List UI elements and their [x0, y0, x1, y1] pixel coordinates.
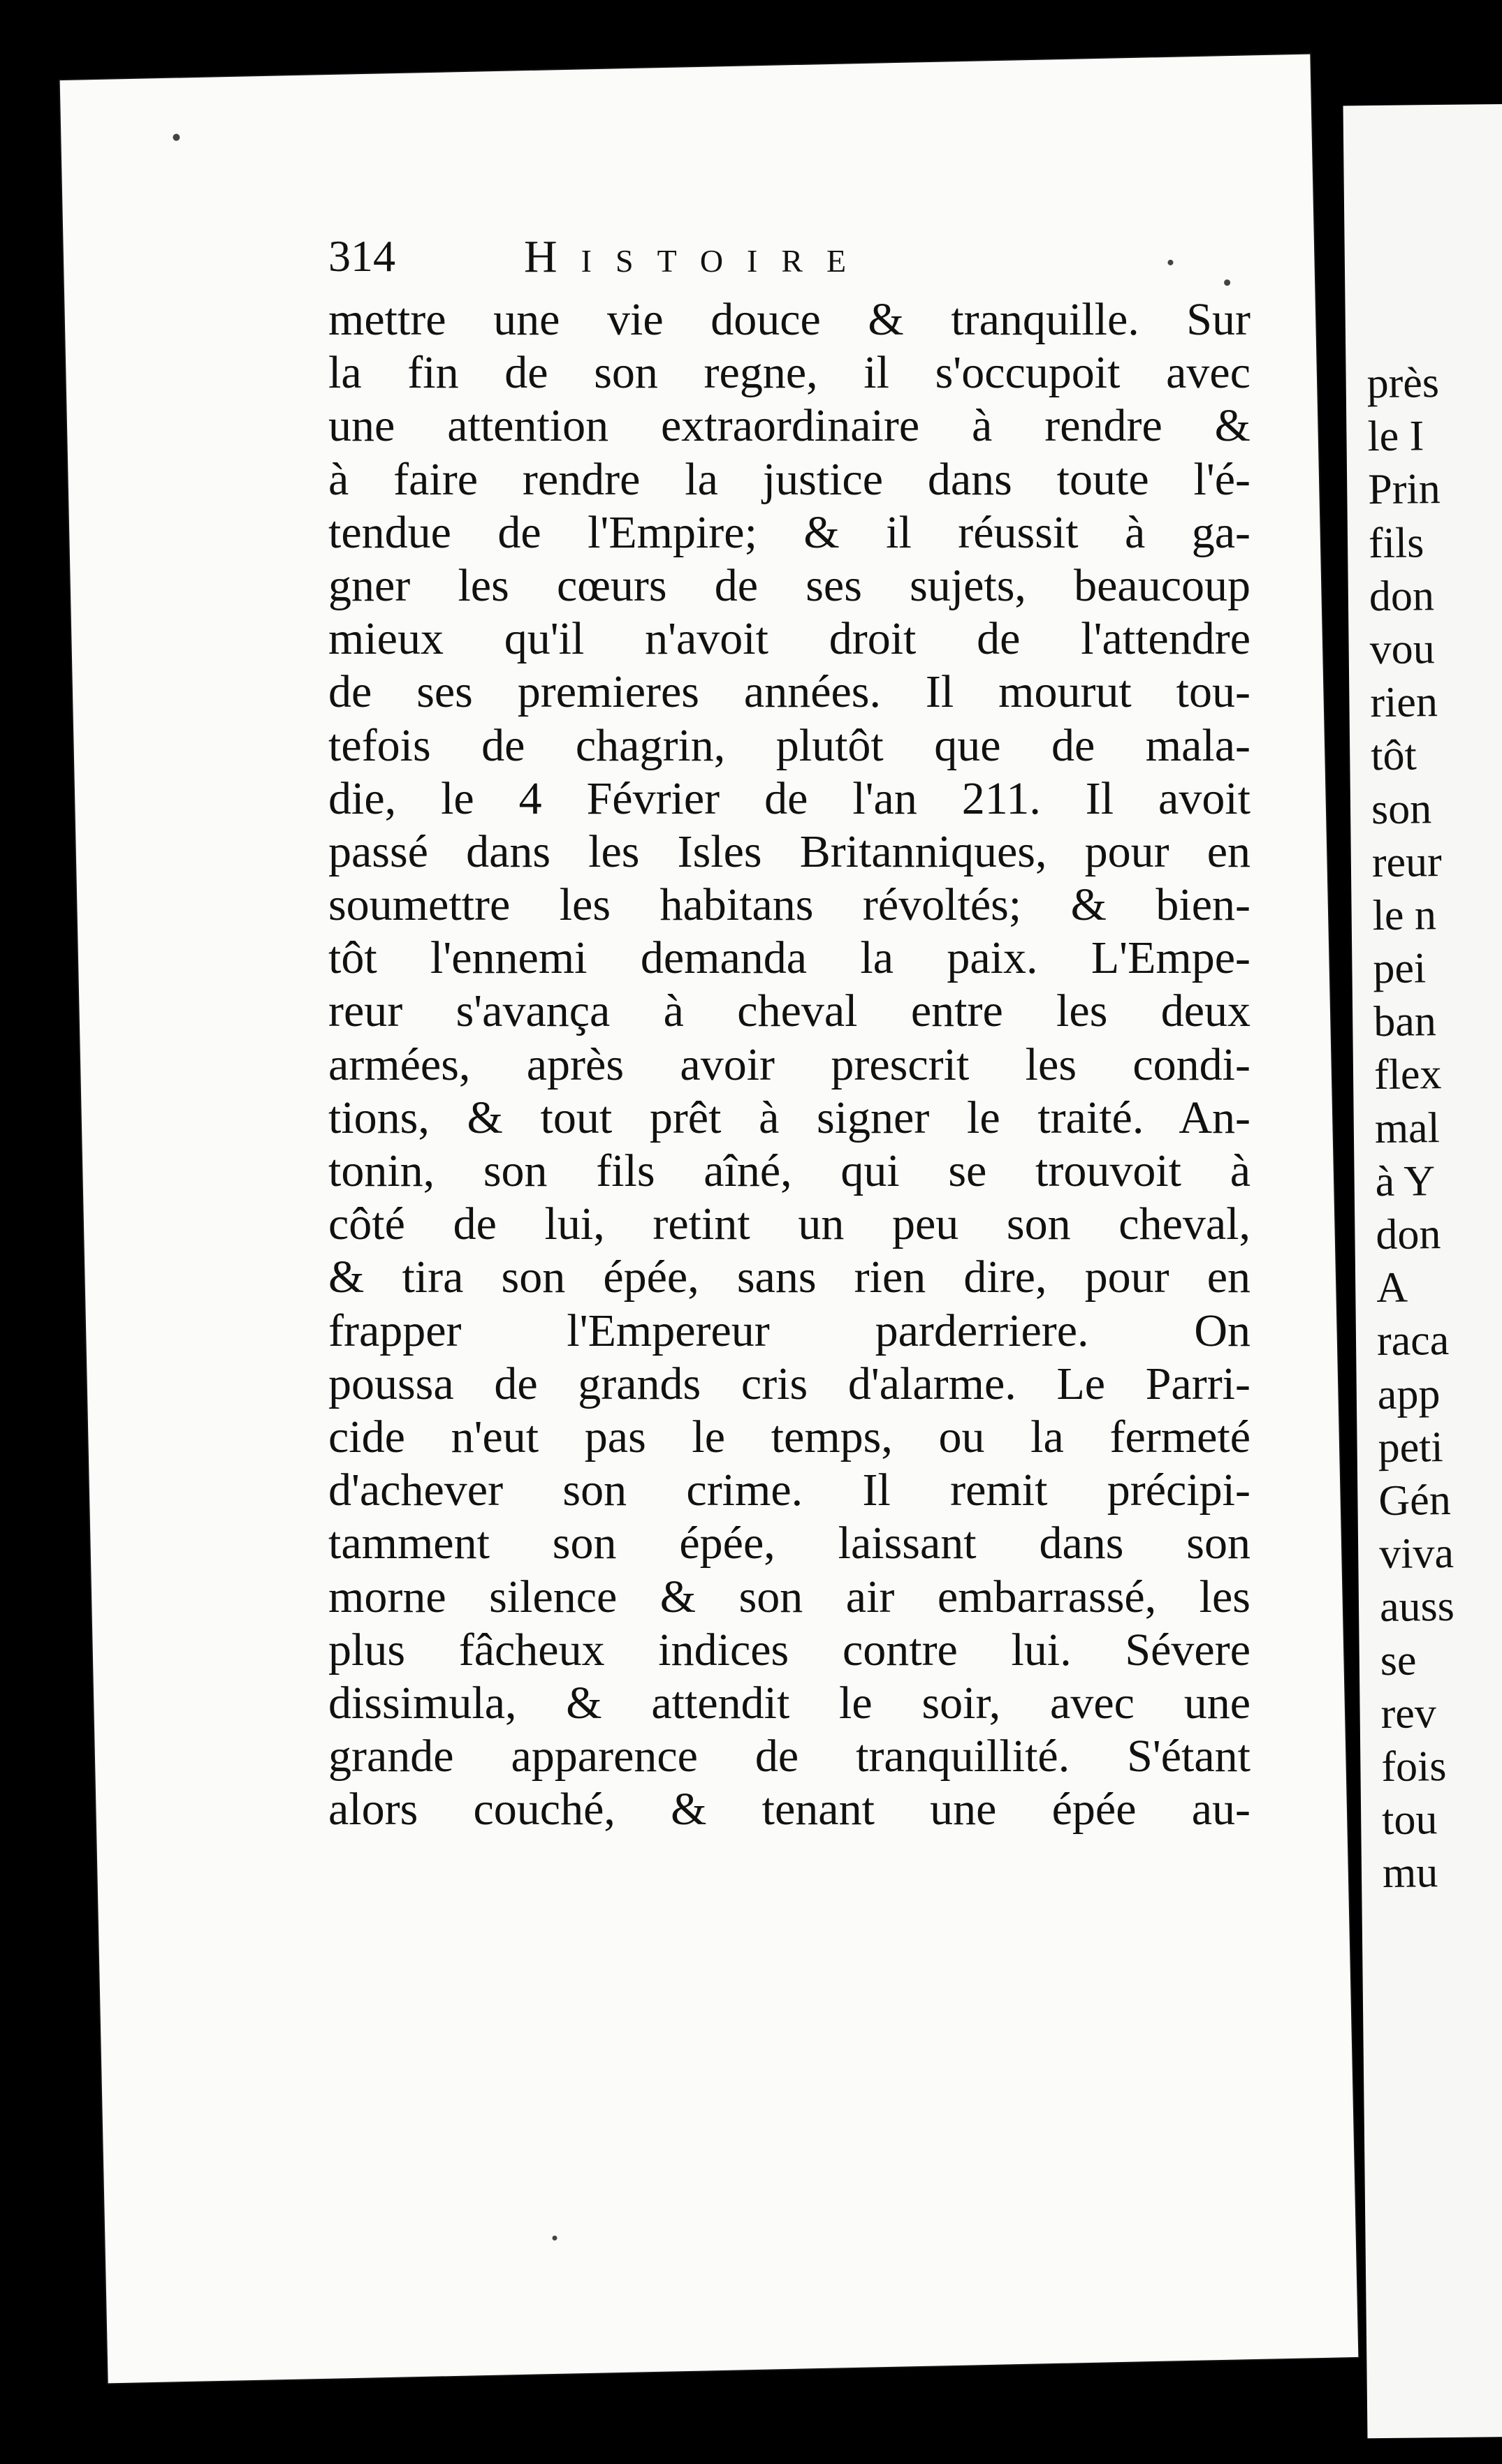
body-text — [328, 293, 1251, 1836]
facing-line: viva — [1378, 1530, 1454, 1578]
running-head: Histoire — [524, 231, 870, 282]
text-line: mettre une vie douce & tranquille. Sur — [328, 294, 1251, 345]
text-line: tefois de chagrin, plutôt que de mala- — [328, 719, 1251, 771]
text-line: cide n'eut pas le temps, ou la fermeté — [328, 1411, 1251, 1462]
facing-line: app — [1377, 1370, 1441, 1418]
facing-line: auss — [1379, 1583, 1455, 1631]
text-line: armées, après avoir prescrit les condi- — [328, 1039, 1251, 1090]
facing-line: flex — [1373, 1050, 1442, 1099]
text-line: passé dans les Isles Britanniques, pour en — [328, 826, 1251, 877]
text-line: tendue de l'Empire; & il réussit à ga- — [328, 506, 1251, 558]
facing-line: près — [1366, 359, 1440, 408]
text-line: mieux qu'il n'avoit droit de l'attendre — [328, 613, 1251, 665]
facing-line: don — [1376, 1210, 1441, 1259]
text-line: reur s'avança à cheval entre les deux — [328, 985, 1251, 1037]
text-line: tamment son épée, laissant dans son — [328, 1518, 1251, 1569]
facing-line: son — [1371, 784, 1432, 833]
text-line: tôt l'ennemi demanda la paix. L'Empe- — [328, 932, 1251, 984]
text-line: une attention extraordinaire à rendre & — [328, 400, 1251, 452]
facing-line: don — [1369, 571, 1435, 620]
facing-line: vou — [1369, 625, 1436, 674]
facing-line: le n — [1372, 890, 1437, 939]
text-line: tions, & tout prêt à signer le traité. An- — [328, 1092, 1251, 1143]
facing-line: fils — [1368, 518, 1424, 567]
facing-line: fois — [1381, 1742, 1447, 1791]
facing-line: tou — [1381, 1796, 1438, 1845]
text-line: dissimula, & attendit le soir, avec une — [328, 1677, 1251, 1729]
facing-line: pei — [1373, 944, 1427, 993]
text-line: côté de lui, retint un peu son cheval, — [328, 1198, 1251, 1250]
paper-speck — [552, 2236, 557, 2241]
text-line: plus fâcheux indices contre lui. Sévere — [328, 1624, 1251, 1675]
facing-line: Gén — [1378, 1476, 1452, 1525]
facing-line: Prin — [1367, 465, 1441, 514]
text-line: die, le 4 Février de l'an 211. Il avoit — [328, 772, 1251, 824]
facing-line: raca — [1376, 1317, 1450, 1365]
paper-speck — [173, 134, 180, 141]
facing-line: A — [1376, 1263, 1408, 1312]
facing-line: mal — [1374, 1103, 1441, 1152]
facing-line: ban — [1373, 997, 1437, 1046]
facing-line: peti — [1378, 1423, 1443, 1472]
text-line: tonin, son fils aîné, qui se trouvoit à — [328, 1145, 1251, 1196]
facing-line: rien — [1370, 678, 1438, 727]
text-line: soumettre les habitans révoltés; & bien- — [328, 879, 1251, 931]
facing-line: à Y — [1375, 1157, 1436, 1205]
text-line: morne silence & son air embarrassé, les — [328, 1571, 1251, 1622]
facing-line: mu — [1382, 1849, 1438, 1898]
text-line: alors couché, & tenant une épée au- — [328, 1784, 1251, 1835]
text-line: frapper l'Empereur parderriere. On — [328, 1305, 1251, 1356]
facing-page-edge — [1343, 104, 1502, 2439]
text-line: de ses premieres années. Il mourut tou- — [328, 666, 1251, 718]
text-line: & tira son épée, sans rien dire, pour en — [328, 1252, 1251, 1303]
text-line: d'achever son crime. Il remit précipi- — [328, 1465, 1251, 1516]
text-line: grande apparence de tranquillité. S'étant — [328, 1731, 1251, 1782]
facing-line: le I — [1367, 412, 1424, 461]
text-line: à faire rendre la justice dans toute l'é- — [328, 453, 1251, 505]
text-line: poussa de grands cris d'alarme. Le Parri- — [328, 1358, 1251, 1409]
text-line: gner les cœurs de ses sujets, beaucoup — [328, 559, 1251, 611]
page-number: 314 — [328, 231, 395, 281]
facing-line: se — [1380, 1636, 1417, 1685]
text-line: la fin de son regne, il s'occupoit avec — [328, 347, 1251, 399]
facing-line: rev — [1380, 1689, 1437, 1738]
facing-line: reur — [1371, 837, 1443, 886]
facing-page-text — [1366, 355, 1502, 1900]
facing-line: tôt — [1370, 731, 1417, 780]
